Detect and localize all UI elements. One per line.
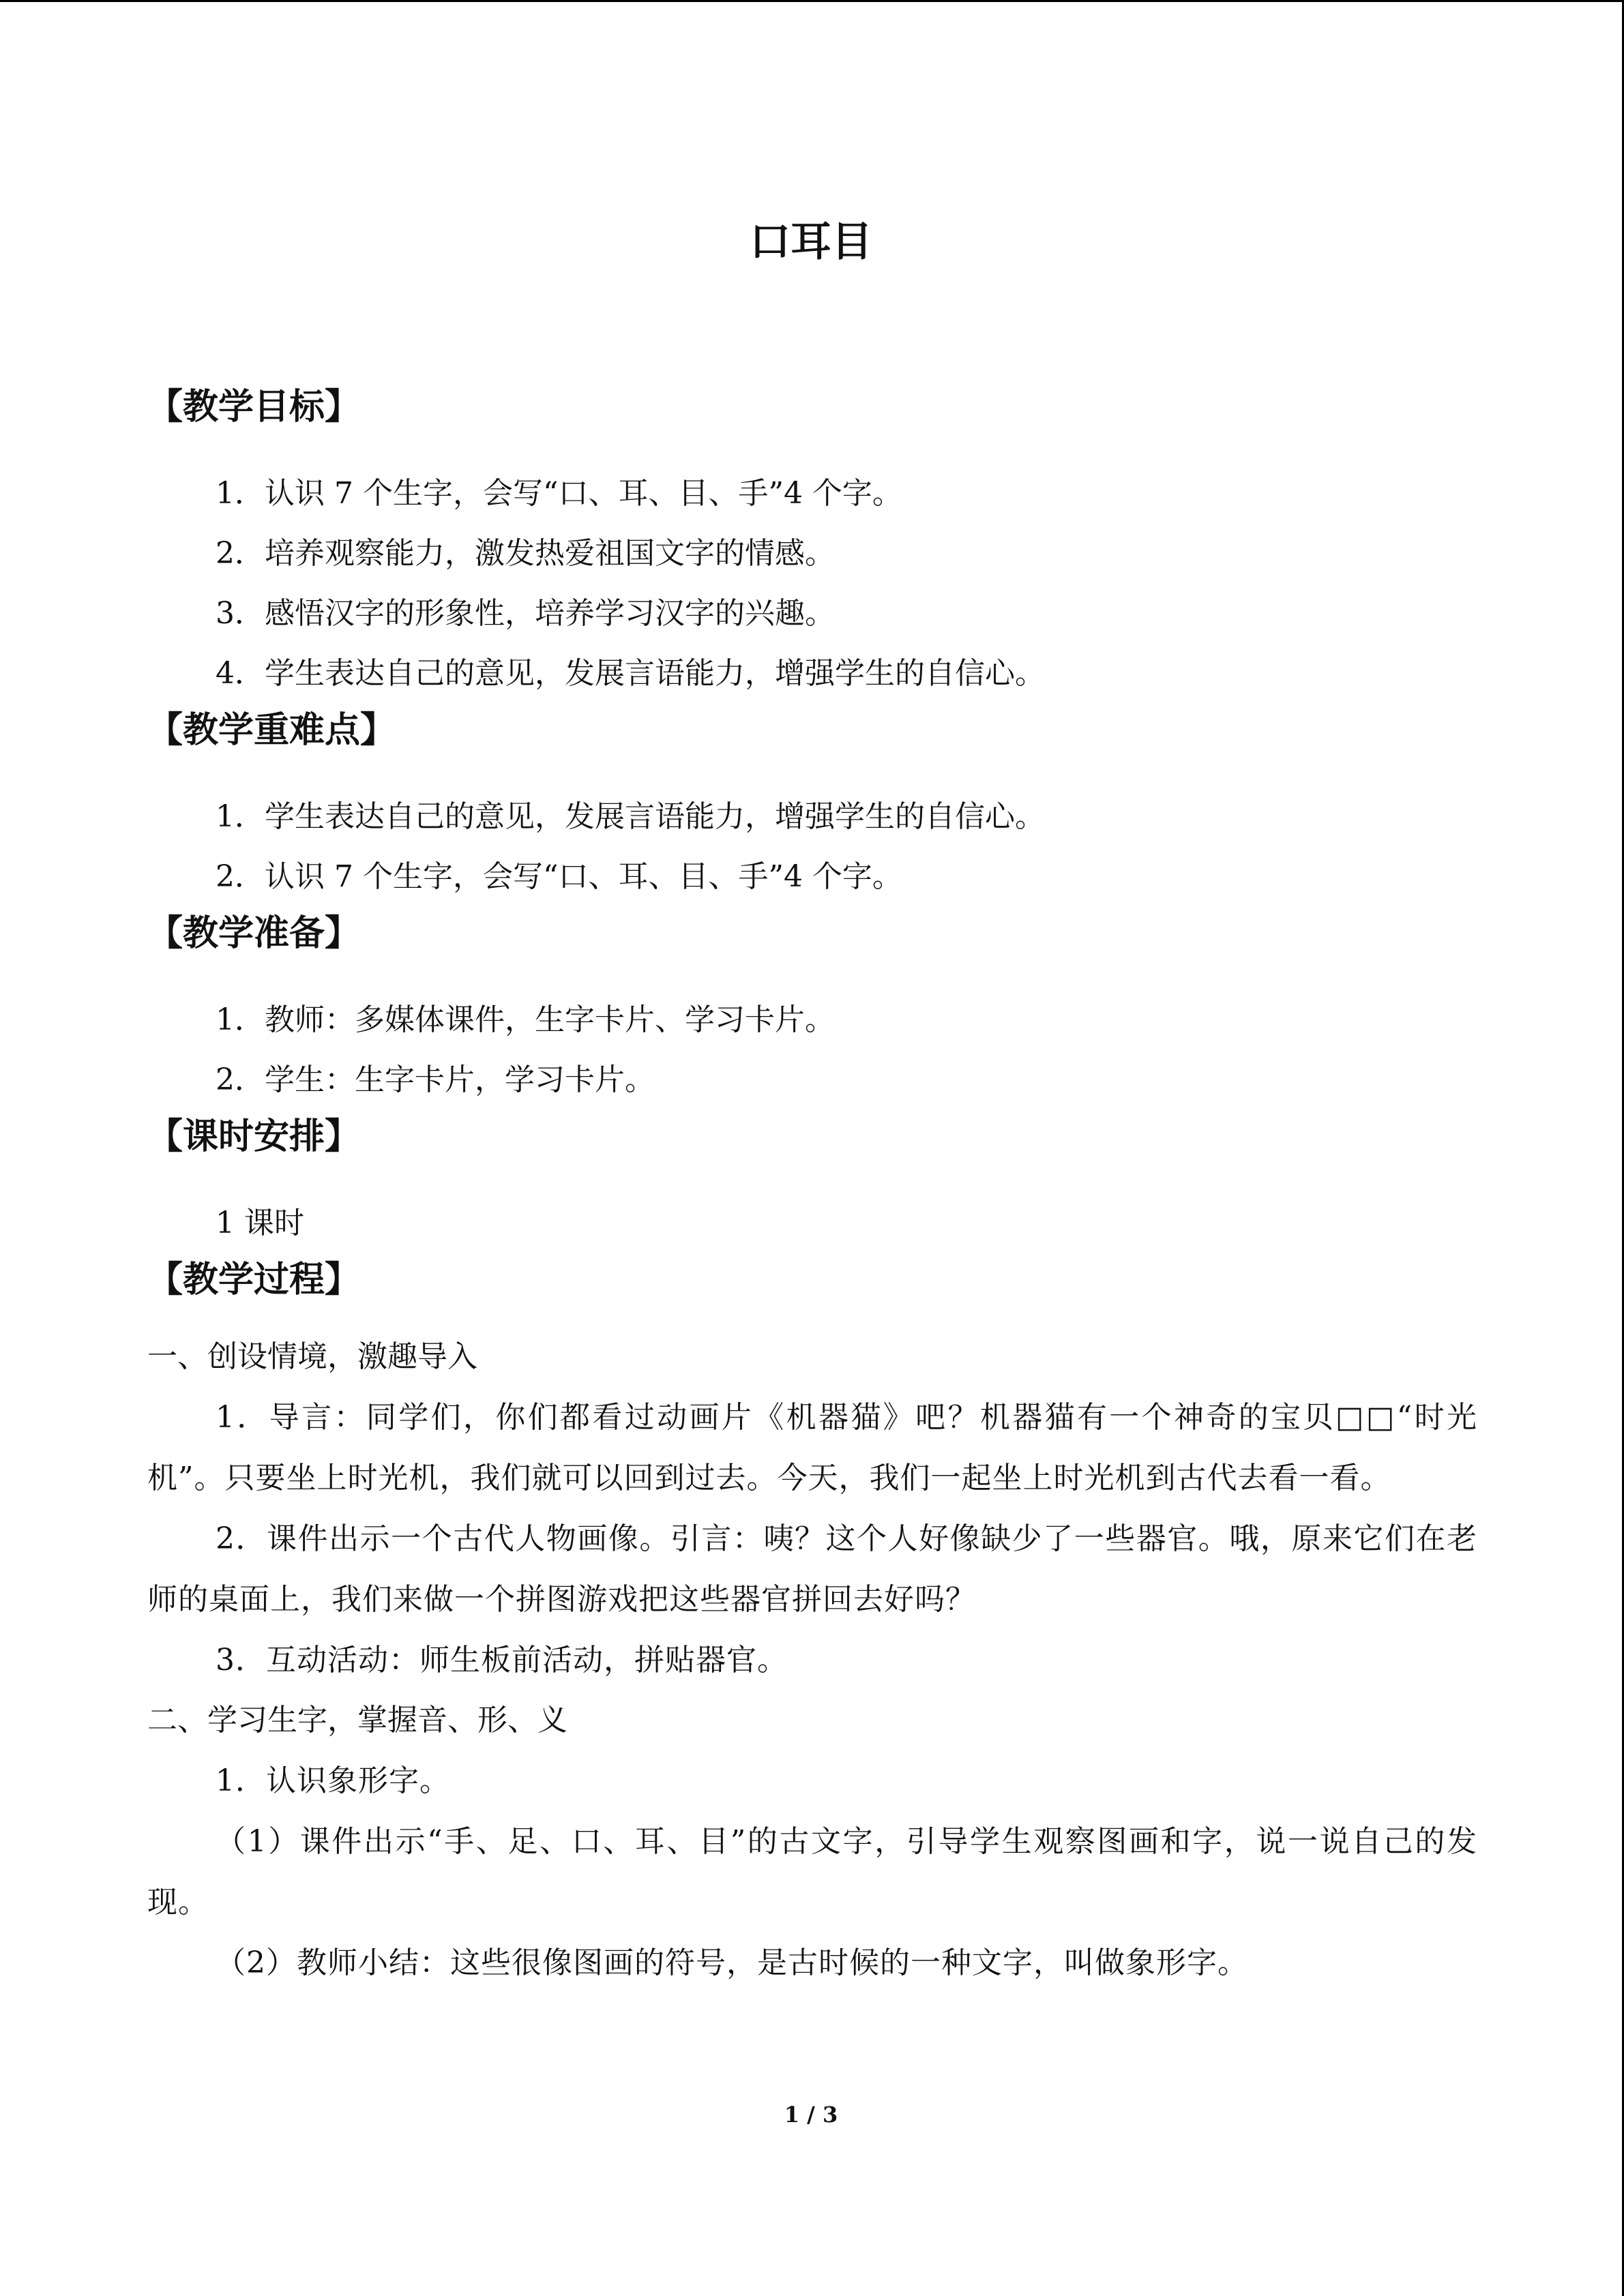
heading-process: 【教学过程】: [147, 1259, 361, 1300]
page-number: 1 / 3: [784, 2102, 838, 2128]
key-point-item-2: 2．认识 7 个生字，会写“口、耳、目、手”4 个字。: [216, 859, 902, 894]
goal-item-2: 2．培养观察能力，激发热爱祖国文字的情感。: [216, 536, 835, 571]
document-body: [147, 381, 1477, 1993]
preparation-item-1: 1．教师：多媒体课件，生字卡片、学习卡片。: [216, 1002, 835, 1037]
process-part1-paragraph-1: 1．导言：同学们，你们都看过动画片《机器猫》吧？机器猫有一个神奇的宝贝□□“时光机”。只要坐上时光机，我们就可以回到过去。今天，我们一起坐上时光机到古代去看一看。: [147, 1400, 1477, 1495]
process-part2-title: 二、学习生字，掌握音、形、义: [147, 1703, 567, 1738]
page-title: 口耳目: [750, 218, 872, 266]
process-part2-paragraph-3: （2）教师小结：这些很像图画的符号，是古时候的一种文字，叫做象形字。: [216, 1945, 1248, 1980]
goal-item-3: 3．感悟汉字的形象性，培养学习汉字的兴趣。: [216, 596, 835, 631]
process-part1-paragraph-3: 3．互动活动：师生板前活动，拼贴器官。: [216, 1643, 788, 1678]
process-part2-paragraph-1: 1．认识象形字。: [216, 1763, 450, 1798]
process-part2-paragraph-2: （1）课件出示“手、足、口、耳、目”的古文字，引导学生观察图画和字，说一说自己的发现。: [147, 1824, 1477, 1920]
schedule-item-1: 1 课时: [216, 1206, 304, 1240]
heading-schedule: 【课时安排】: [147, 1116, 361, 1157]
key-point-item-1: 1．学生表达自己的意见，发展言语能力，增强学生的自信心。: [216, 799, 1045, 834]
goal-item-4: 4．学生表达自己的意见，发展言语能力，增强学生的自信心。: [216, 656, 1045, 691]
preparation-item-2: 2．学生：生字卡片，学习卡片。: [216, 1062, 655, 1097]
heading-key-points: 【教学重难点】: [147, 710, 396, 751]
goal-item-1: 1．认识 7 个生字，会写“口、耳、目、手”4 个字。: [216, 476, 902, 511]
heading-teaching-goals: 【教学目标】: [147, 387, 361, 428]
process-part1-paragraph-2: 2．课件出示一个古代人物画像。引言：咦？这个人好像缺少了一些器官。哦，原来它们在老师的桌面上，我们来做一个拼图游戏把这些器官拼回去好吗？: [147, 1521, 1477, 1617]
process-part1-title: 一、创设情境，激趣导入: [147, 1339, 477, 1374]
heading-preparation: 【教学准备】: [147, 913, 361, 954]
